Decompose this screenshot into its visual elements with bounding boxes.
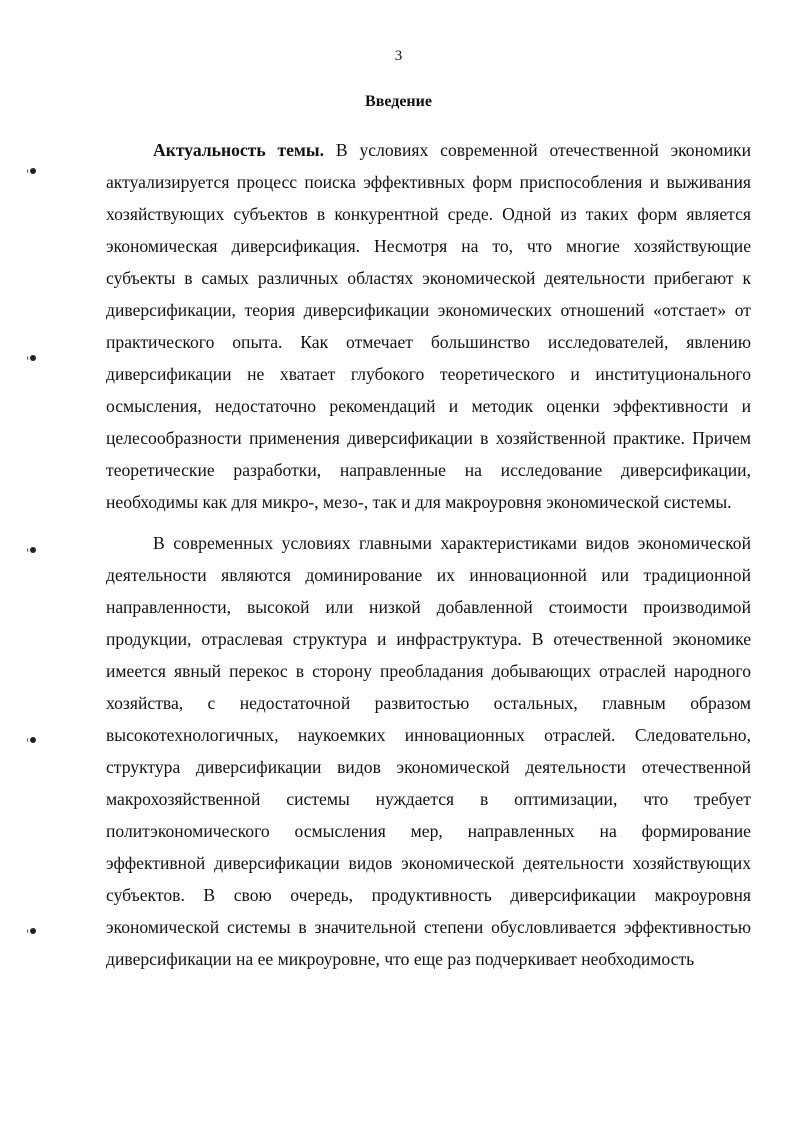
- body-text: [106, 134, 751, 984]
- paragraph-lead: Актуальность темы.: [153, 140, 325, 160]
- paragraph-relevance: [106, 134, 751, 518]
- paragraph-conditions: [106, 527, 751, 975]
- binding-hole-mark: [30, 547, 36, 553]
- page-number: 3: [394, 48, 403, 64]
- paragraph-text: В современных условиях главными характеристиками видов экономической деятельности являются доминирование их инновационной или традиционной направленности, высокой или низкой добавленной стоимости производимой продукции, отраслевая структура и инфраструктура. В отечественной экономике имеется явный перекос в сторону преобладания добывающих отраслей народного хозяйства, с недостаточной развитостью остальных, главным образом высокотехнологичных, наукоемких инновационных отраслей. Следовательно, структура диверсификации видов экономической деятельности отечественной макрохозяйственной системы нуждается в оптимизации, что требует политэкономического осмысления мер, направленных на формирование эффективной диверсификации видов экономической деятельности хозяйствующих субъектов. В свою очередь, продуктивность диверсификации макроуровня экономической системы в значительной степени обусловливается эффективностью диверсификации на ее микроуровне, что еще раз подчеркивает необходимость: [106, 533, 751, 969]
- binding-hole-mark: [30, 737, 36, 743]
- binding-hole-mark: [30, 928, 36, 934]
- paragraph-text: В условиях современной отечественной экономики актуализируется процесс поиска эффективных форм приспособления и выживания хозяйствующих субъектов в конкурентной среде. Одной из таких форм является экономическая диверсификация. Несмотря на то, что многие хозяйствующие субъекты в самых различных областях экономической деятельности прибегают к диверсификации, теория диверсификации экономических отношений «отстает» от практического опыта. Как отмечает большинство исследователей, явлению диверсификации не хватает глубокого теоретического и институционального осмысления, недостаточно рекомендаций и методик оценки эффективности и целесообразности применения диверсификации в хозяйственной практике. Причем теоретические разработки, направленные на исследование диверсификации, необходимы как для микро-, мезо-, так и для макроуровня экономической системы.: [106, 140, 751, 512]
- section-title: Введение: [365, 93, 432, 110]
- binding-hole-mark: [30, 168, 36, 174]
- binding-hole-mark: [30, 355, 36, 361]
